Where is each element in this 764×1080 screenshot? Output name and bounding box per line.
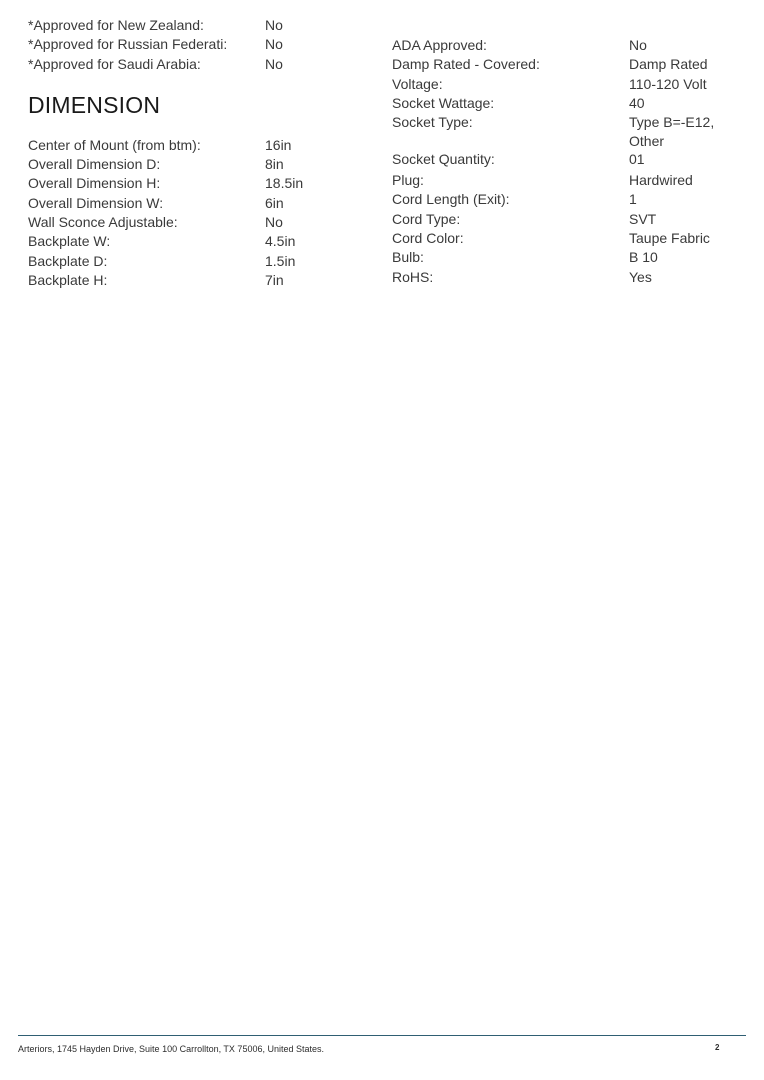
dimension-label: Overall Dimension D: — [28, 156, 161, 173]
spec-label: Socket Quantity: — [392, 150, 495, 167]
spec-row-socket-type — [392, 113, 732, 152]
dimension-row — [28, 213, 358, 232]
spec-value: B 10 — [629, 249, 658, 266]
approval-row-saudi-arabia — [28, 55, 358, 74]
approval-label: *Approved for Russian Federati: — [28, 36, 228, 53]
dimension-label: Wall Sconce Adjustable: — [28, 214, 178, 231]
dimension-label: Backplate D: — [28, 252, 108, 269]
dimension-label: Backplate W: — [28, 233, 111, 250]
spec-row — [392, 190, 732, 209]
spec-value — [629, 113, 732, 152]
dimension-label: Overall Dimension W: — [28, 194, 164, 211]
spec-label: Cord Color: — [392, 229, 464, 246]
dimension-value: 18.5in — [265, 175, 304, 192]
spec-label: Cord Length (Exit): — [392, 191, 510, 208]
footer-divider — [18, 1035, 746, 1036]
approval-value: No — [265, 36, 283, 53]
spec-value: 1 — [629, 191, 637, 208]
spec-row — [392, 55, 732, 74]
spec-value: Hardwired — [629, 172, 693, 189]
approval-label: *Approved for Saudi Arabia: — [28, 55, 201, 72]
dimension-label: Center of Mount (from btm): — [28, 136, 201, 153]
spec-value: No — [629, 37, 647, 53]
dimension-value: No — [265, 214, 283, 231]
dimension-value: 7in — [265, 271, 284, 288]
approval-label: *Approved for New Zealand: — [28, 17, 204, 33]
spec-label: Damp Rated - Covered: — [392, 56, 540, 73]
page-number: 2 — [715, 1043, 720, 1052]
spec-label: Socket Wattage: — [392, 94, 495, 111]
approval-value: No — [265, 55, 283, 72]
dimension-heading: DIMENSION — [28, 91, 161, 118]
spec-label: Cord Type: — [392, 210, 461, 227]
dimension-value: 6in — [265, 194, 284, 211]
spec-row — [392, 152, 732, 171]
spec-value: Yes — [629, 268, 652, 285]
dimension-value: 8in — [265, 156, 284, 173]
approval-row-russian-federation — [28, 35, 358, 54]
left-column — [28, 16, 358, 290]
dimension-label: Overall Dimension H: — [28, 175, 161, 192]
spec-label: Plug: — [392, 172, 424, 189]
dimension-value: 1.5in — [265, 252, 296, 269]
spec-row — [392, 229, 732, 248]
spec-value: Taupe Fabric — [629, 229, 710, 246]
spec-row — [392, 36, 732, 55]
spec-row — [392, 268, 732, 287]
dimension-value: 16in — [265, 136, 292, 153]
spec-value-line: Other — [629, 133, 665, 150]
dimension-row — [28, 232, 358, 251]
spec-label: Socket Type: — [392, 114, 473, 131]
spec-row — [392, 248, 732, 267]
spec-value: 40 — [629, 94, 645, 111]
dimension-label: Backplate H: — [28, 271, 108, 288]
right-column — [392, 36, 732, 287]
dimension-row — [28, 174, 358, 193]
dimension-value: 4.5in — [265, 233, 296, 250]
spec-value: Damp Rated — [629, 56, 708, 73]
spec-row — [392, 171, 732, 190]
spec-label: Bulb: — [392, 249, 424, 266]
dimension-row — [28, 194, 358, 213]
spec-value-line: Type B=-E12, — [629, 114, 715, 131]
spec-value: 01 — [629, 150, 645, 167]
spec-row — [392, 94, 732, 113]
approval-value: No — [265, 17, 283, 33]
spec-row — [392, 75, 732, 94]
approval-row-new-zealand — [28, 16, 358, 35]
spec-value: SVT — [629, 210, 657, 227]
dimension-row — [28, 271, 358, 290]
spec-row — [392, 210, 732, 229]
spec-label: Voltage: — [392, 75, 443, 92]
footer-address: Arteriors, 1745 Hayden Drive, Suite 100 Carrollton, TX 75006, United States. — [18, 1044, 324, 1054]
dimension-row — [28, 155, 358, 174]
spec-value: 110-120 Volt — [629, 75, 707, 92]
spec-label: ADA Approved: — [392, 37, 487, 53]
spec-label: RoHS: — [392, 268, 434, 285]
dimension-row — [28, 252, 358, 271]
dimension-row — [28, 136, 358, 155]
